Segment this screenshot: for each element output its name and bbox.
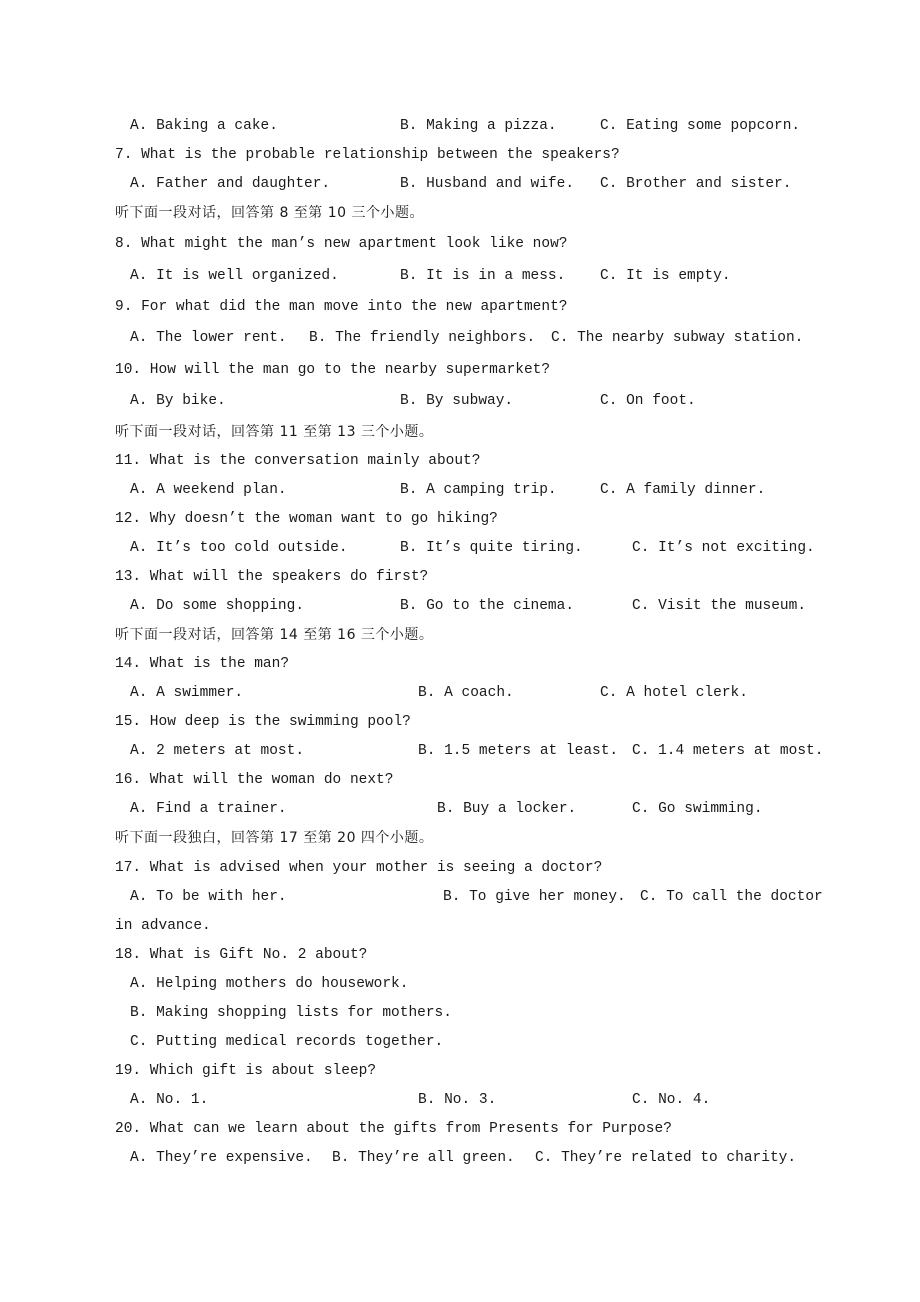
answer-option-c: C. A hotel clerk. [600,685,748,701]
section-instruction: 听下面一段对话，回答第 8 至第 10 三个小题。 [115,205,425,221]
answer-option-c: C. On foot. [600,393,696,409]
answer-option-a: A. They’re expensive. [130,1150,313,1166]
answer-option-b: B. A coach. [418,685,514,701]
answer-option-b: B. By subway. [400,393,514,409]
answer-option-b: B. 1.5 meters at least. [418,743,619,759]
answer-option-b: B. The friendly neighbors. [309,330,536,346]
answer-option-a: A. No. 1. [130,1092,209,1108]
answer-option-a: A. Do some shopping. [130,598,305,614]
answer-option-c: C. It’s not exciting. [632,540,815,556]
answer-option-a: A. By bike. [130,393,226,409]
answer-option-a: A. 2 meters at most. [130,743,305,759]
answer-option-a: A. The lower rent. [130,330,287,346]
answer-option-a: A. It is well organized. [130,268,339,284]
question-text: 11. What is the conversation mainly about? [115,453,481,469]
answer-option-a: A. A swimmer. [130,685,244,701]
question-text: 17. What is advised when your mother is seeing a doctor? [115,860,603,876]
answer-option-c: C. Visit the museum. [632,598,807,614]
answer-option-b: B. A camping trip. [400,482,557,498]
answer-option-b: B. Buy a locker. [437,801,577,817]
section-instruction: 听下面一段独白，回答第 17 至第 20 四个小题。 [115,830,434,846]
question-text: 10. How will the man go to the nearby supermarket? [115,362,551,378]
question-text: 15. How deep is the swimming pool? [115,714,411,730]
answer-option-a: A. It’s too cold outside. [130,540,348,556]
answer-option-c: C. To call the doctor [640,889,823,905]
answer-option-c: C. A family dinner. [600,482,766,498]
answer-option-c: C. Putting medical records together. [130,1034,444,1050]
option-continuation: in advance. [115,918,211,934]
answer-option-a: A. Father and daughter. [130,176,331,192]
answer-option-a: A. Helping mothers do housework. [130,976,409,992]
answer-option-c: C. No. 4. [632,1092,711,1108]
answer-option-c: C. Brother and sister. [600,176,792,192]
question-text: 7. What is the probable relationship between the speakers? [115,147,620,163]
answer-option-b: B. Making a pizza. [400,118,557,134]
question-text: 8. What might the man’s new apartment look like now? [115,236,568,252]
answer-option-a: A. To be with her. [130,889,287,905]
answer-option-c: C. 1.4 meters at most. [632,743,824,759]
answer-option-b: B. They’re all green. [332,1150,515,1166]
answer-option-b: B. It’s quite tiring. [400,540,583,556]
answer-option-b: B. Go to the cinema. [400,598,575,614]
question-text: 12. Why doesn’t the woman want to go hiking? [115,511,498,527]
question-text: 20. What can we learn about the gifts from Presents for Purpose? [115,1121,672,1137]
question-text: 9. For what did the man move into the new apartment? [115,299,568,315]
answer-option-c: C. It is empty. [600,268,731,284]
answer-option-c: C. The nearby subway station. [551,330,804,346]
question-text: 14. What is the man? [115,656,290,672]
answer-option-a: A. A weekend plan. [130,482,287,498]
answer-option-a: A. Find a trainer. [130,801,287,817]
answer-option-b: B. Husband and wife. [400,176,575,192]
answer-option-c: C. Eating some popcorn. [600,118,801,134]
answer-option-a: A. Baking a cake. [130,118,278,134]
question-text: 16. What will the woman do next? [115,772,394,788]
answer-option-b: B. It is in a mess. [400,268,566,284]
answer-option-b: B. Making shopping lists for mothers. [130,1005,452,1021]
question-text: 19. Which gift is about sleep? [115,1063,377,1079]
answer-option-b: B. To give her money. [443,889,626,905]
question-text: 13. What will the speakers do first? [115,569,429,585]
answer-option-c: C. They’re related to charity. [535,1150,797,1166]
answer-option-b: B. No. 3. [418,1092,497,1108]
section-instruction: 听下面一段对话，回答第 14 至第 16 三个小题。 [115,627,434,643]
answer-option-c: C. Go swimming. [632,801,763,817]
question-text: 18. What is Gift No. 2 about? [115,947,368,963]
section-instruction: 听下面一段对话，回答第 11 至第 13 三个小题。 [115,424,434,440]
